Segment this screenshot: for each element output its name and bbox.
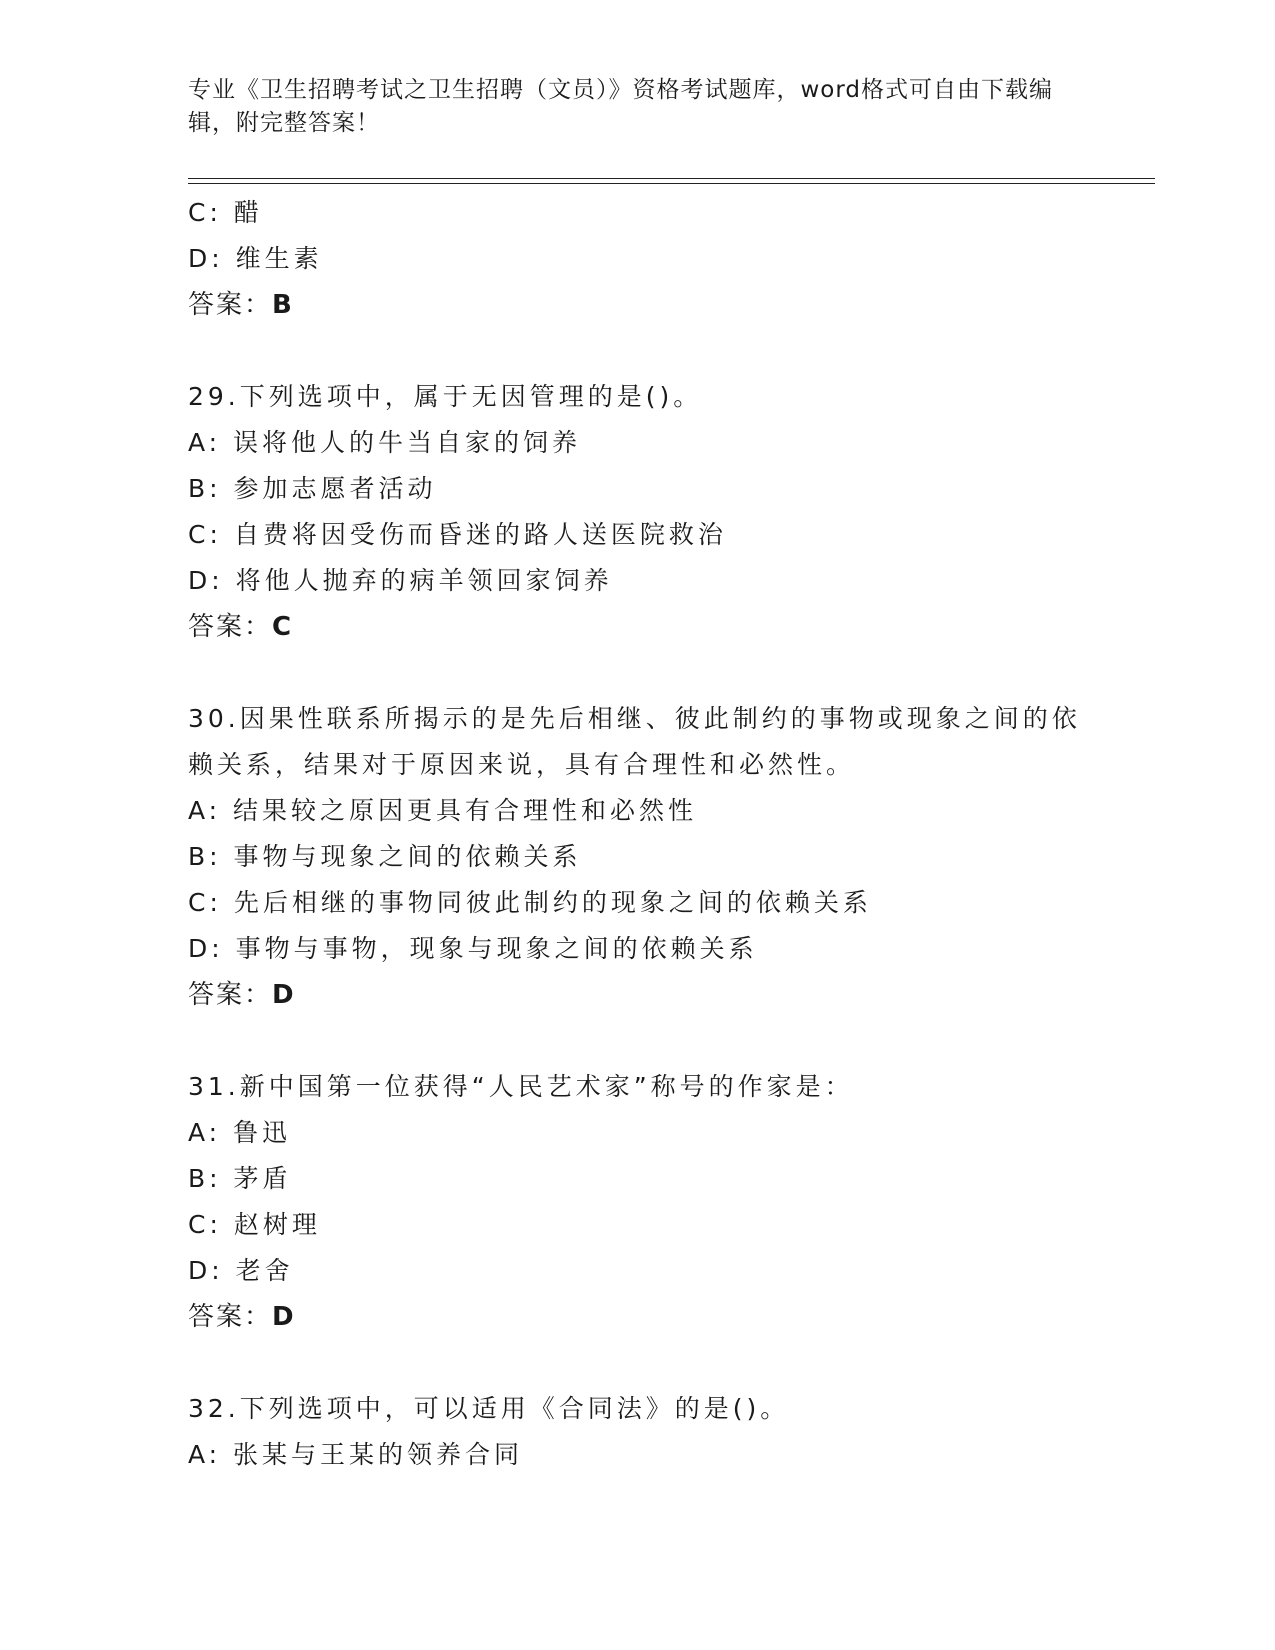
option-text: 参加志愿者活动 (233, 474, 437, 503)
option-d (188, 558, 1088, 604)
option-text: 老舍 (235, 1256, 294, 1285)
option-d (188, 1248, 1088, 1294)
spacer (188, 650, 1088, 696)
option-label: A: (188, 1118, 222, 1147)
answer-value: B (272, 290, 294, 320)
option-text: 事物与事物，现象与现象之间的依赖关系 (235, 934, 758, 963)
option-label: B: (188, 474, 222, 503)
option-label: C: (188, 888, 222, 917)
question-stem (188, 1064, 1088, 1110)
option-a (188, 420, 1088, 466)
option-a (188, 1110, 1088, 1156)
option-text: 将他人抛弃的病羊领回家饲养 (235, 566, 613, 595)
option-text: 自费将因受伤而昏迷的路人送医院救治 (233, 520, 727, 549)
option-a (188, 1432, 1088, 1478)
question-carryover (188, 190, 1088, 328)
option-label: B: (188, 1164, 222, 1193)
option-b (188, 1156, 1088, 1202)
answer-label: 答案： (188, 612, 273, 642)
answer-value: D (272, 1302, 296, 1332)
document-header: 专业《卫生招聘考试之卫生招聘（文员）》资格考试题库，word格式可自由下载编辑，附完整答案！ (188, 77, 1054, 136)
question-29 (188, 374, 1088, 650)
option-text: 鲁迅 (233, 1118, 292, 1147)
question-number: 29. (188, 382, 240, 411)
header-divider-double (188, 183, 1155, 184)
option-label: D: (188, 1256, 224, 1285)
option-a (188, 788, 1088, 834)
option-text: 醋 (233, 198, 263, 227)
option-text: 事物与现象之间的依赖关系 (233, 842, 582, 871)
option-label: D: (188, 934, 224, 963)
question-31 (188, 1064, 1088, 1340)
option-text: 结果较之原因更具有合理性和必然性 (233, 796, 698, 825)
option-label: B: (188, 842, 222, 871)
spacer (188, 1018, 1088, 1064)
answer-line (188, 604, 1088, 650)
option-label: C: (188, 198, 222, 227)
option-text: 误将他人的牛当自家的饲养 (233, 428, 582, 457)
question-text: 新中国第一位获得“人民艺术家”称号的作家是： (239, 1072, 854, 1101)
question-number: 31. (188, 1072, 240, 1101)
question-text: 因果性联系所揭示的是先后相继、彼此制约的事物或现象之间的依赖关系，结果对于原因来说，具有合理性和必然性。 (188, 704, 1081, 779)
answer-label: 答案： (188, 1302, 273, 1332)
option-c (188, 880, 1088, 926)
answer-value: C (272, 612, 294, 642)
answer-label: 答案： (188, 290, 273, 320)
question-text: 下列选项中，可以适用《合同法》的是()。 (239, 1394, 790, 1423)
question-text: 下列选项中，属于无因管理的是()。 (239, 382, 703, 411)
answer-line (188, 282, 1088, 328)
question-number: 32. (188, 1394, 240, 1423)
option-c (188, 512, 1088, 558)
spacer (188, 1340, 1088, 1386)
option-c (188, 190, 1088, 236)
answer-line (188, 1294, 1088, 1340)
option-label: C: (188, 520, 222, 549)
option-label: A: (188, 1440, 222, 1469)
option-d (188, 926, 1088, 972)
answer-value: D (272, 980, 296, 1010)
option-b (188, 834, 1088, 880)
question-number: 30. (188, 704, 240, 733)
option-label: A: (188, 428, 222, 457)
option-text: 张某与王某的领养合同 (233, 1440, 524, 1469)
option-text: 赵树理 (233, 1210, 321, 1239)
option-c (188, 1202, 1088, 1248)
option-text: 维生素 (235, 244, 323, 273)
option-label: D: (188, 566, 224, 595)
option-label: A: (188, 796, 222, 825)
option-label: C: (188, 1210, 222, 1239)
question-stem (188, 696, 1088, 788)
header-divider (188, 178, 1155, 179)
question-list (188, 190, 1088, 1478)
option-label: D: (188, 244, 224, 273)
answer-label: 答案： (188, 980, 273, 1010)
option-b (188, 466, 1088, 512)
option-text: 先后相继的事物同彼此制约的现象之间的依赖关系 (233, 888, 872, 917)
option-text: 茅盾 (233, 1164, 292, 1193)
question-32 (188, 1386, 1088, 1478)
spacer (188, 328, 1088, 374)
question-stem (188, 374, 1088, 420)
question-stem (188, 1386, 1088, 1432)
answer-line (188, 972, 1088, 1018)
question-30 (188, 696, 1088, 1018)
option-d (188, 236, 1088, 282)
